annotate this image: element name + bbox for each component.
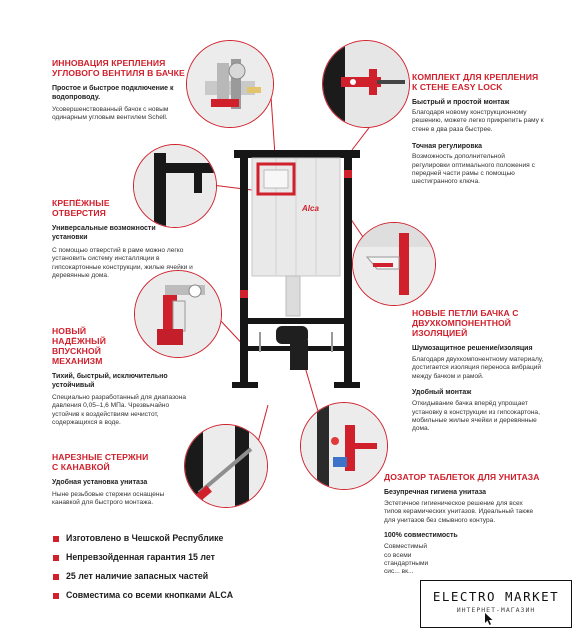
dispenser-title: ДОЗАТОР ТАБЛЕТОК ДЛЯ УНИТАЗА	[384, 472, 540, 482]
electro-market-logo	[420, 580, 572, 628]
intake-text: Специально разработанный для диапазона давления 0,05–1,6 МПа. Чрезвычайно устойчив к воздействиям нечистот, содержащихся в воде.	[52, 394, 186, 427]
frame-illustration	[232, 140, 362, 390]
detail-valve-circle	[186, 40, 274, 128]
easylock-text2: Возможность дополнительной регулировки оптимального положения с передней части рамы с помощью шестигранного ключа.	[412, 153, 535, 186]
bullet-icon	[53, 593, 59, 599]
loops-title: НОВЫЕ ПЕТЛИ БАЧКА С ДВУХКОМПОНЕНТНОЙ ИЗОЛЯЦИЕЙ	[412, 308, 519, 338]
brand-label: Alca	[302, 204, 319, 213]
feature-item: 25 лет наличие запасных частей	[66, 571, 209, 581]
dispenser-subtitle: Безупречная гигиена унитаза	[384, 489, 487, 496]
valve-text: Усовершенствованный бачок с новым одинарным угловым вентилем Schell.	[52, 106, 169, 122]
logo-title: ELECTRO MARKET	[432, 589, 560, 604]
dispenser-text2: Совместимый со всеми стандартными сис... вк...	[384, 543, 429, 576]
valve-detail-icon	[187, 41, 273, 127]
intake-detail-icon	[135, 271, 221, 357]
valve-title: ИННОВАЦИЯ КРЕПЛЕНИЯ УГЛОВОГО ВЕНТИЛЯ В БАЧКЕ	[52, 58, 185, 78]
easylock-subtitle: Быстрый и простой монтаж	[412, 99, 510, 106]
loops-subtitle: Шумозащитное решение/изоляция	[412, 345, 533, 352]
holes-detail-icon	[134, 145, 216, 227]
intake-title: НОВЫЙ НАДЁЖНЫЙ ВПУСКНОЙ МЕХАНИЗМ	[52, 326, 106, 366]
feature-item: Совместима со всеми кнопками ALCA	[66, 590, 234, 600]
logo-subtitle: ИНТЕРНЕТ-МАГАЗИН	[456, 606, 536, 614]
holes-subtitle: Универсальные возможности установки	[52, 225, 156, 241]
holes-title: КРЕПЁЖНЫЕ ОТВЕРСТИЯ	[52, 198, 110, 218]
holes-text: С помощью отверстий в раме можно легко установить систему инсталляции в гипсокартонные конструкции, жилые ячейки и деревянные дома.	[52, 247, 193, 280]
loops-detail-icon	[353, 223, 435, 305]
dispenser-subtitle2: 100% совместимость	[384, 532, 458, 540]
rods-subtitle: Удобная установка унитаза	[52, 479, 148, 486]
rods-text: Ныне резьбовые стержни оснащены канавкой для быстрого монтажа.	[52, 491, 165, 507]
bullet-icon	[53, 536, 59, 542]
detail-holes-circle	[133, 144, 217, 228]
detail-loops-circle	[352, 222, 436, 306]
cursor-icon	[484, 612, 494, 626]
rods-title: НАРЕЗНЫЕ СТЕРЖНИ С КАНАВКОЙ	[52, 452, 149, 472]
loops-text2: Откидывание бачка вперёд упрощает установку в конструкции из гипсокартона, мобильные жилые ячейки и деревянные дома.	[412, 400, 540, 433]
dispenser-text: Эстетичное гигиеническое решение для всех типов керамических унитазов. Идеальный также для унитазов без смывного контура.	[384, 500, 534, 524]
rods-detail-icon	[185, 425, 267, 507]
detail-easylock-circle	[322, 40, 410, 128]
bullet-icon	[53, 574, 59, 580]
dispenser-detail-icon	[301, 403, 387, 489]
feature-item: Изготовлено в Чешской Республике	[66, 533, 224, 543]
valve-subtitle: Простое и быстрое подключение к водопроводу.	[52, 85, 174, 101]
intake-subtitle: Тихий, быстрый, исключительно устойчивый	[52, 373, 168, 389]
loops-subtitle2: Удобный монтаж	[412, 389, 472, 397]
installation-frame	[232, 140, 362, 390]
easylock-subtitle2: Точная регулировка	[412, 143, 483, 151]
detail-intake-circle	[134, 270, 222, 358]
detail-dispenser-circle	[300, 402, 388, 490]
easylock-detail-icon	[323, 41, 409, 127]
easylock-title: КОМПЛЕКТ ДЛЯ КРЕПЛЕНИЯ К СТЕНЕ EASY LOCK	[412, 72, 539, 92]
loops-text: Благодаря двухкомпонентному материалу, достигается изоляция переноса вибраций между бачком и рамой.	[412, 356, 544, 380]
bullet-icon	[53, 555, 59, 561]
easylock-text: Благодаря новому конструкционному решению, можете легко прикрепить раму к стене в два раза быстрее.	[412, 109, 544, 133]
feature-item: Непревзойденная гарантия 15 лет	[66, 552, 215, 562]
detail-rods-circle	[184, 424, 268, 508]
